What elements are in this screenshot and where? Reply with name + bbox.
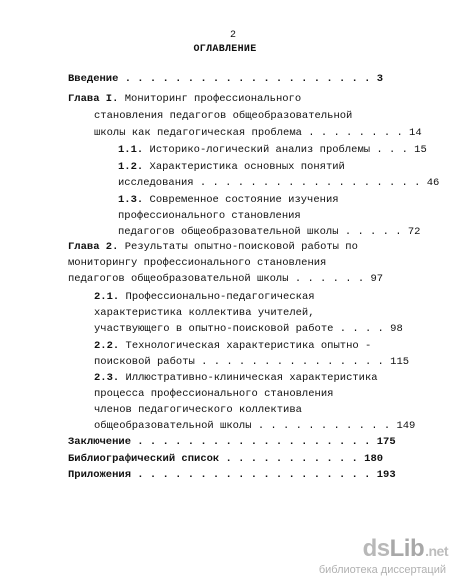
toc-entry: 1.3. Современное состояние изучения (118, 194, 339, 206)
toc-entry: поисковой работы . . . . . . . . . . . . . . . 115 (94, 356, 410, 368)
toc-entry: школы как педагогическая проблема . . . . . . . . 14 (94, 127, 422, 139)
toc-entry: мониторингу профессионального становления (68, 257, 327, 269)
toc-entry: процесса профессионального становления (94, 388, 334, 400)
toc-entry: Заключение . . . . . . . . . . . . . . . . . . . 175 (68, 436, 396, 448)
toc-entry: членов педагогического коллектива (94, 404, 302, 416)
dslib-logo: dsLib.net (362, 535, 448, 562)
toc-entry: Введение . . . . . . . . . . . . . . . . . . . . 3 (68, 73, 384, 85)
watermark-logo (318, 535, 448, 577)
toc-entry: Библиографический список . . . . . . . . . . . 180 (68, 453, 384, 465)
watermark-subtitle: библиотека диссертаций (318, 564, 446, 576)
toc-entry: педагогов общеобразовательной школы . . . . . 72 (118, 226, 421, 238)
toc-entry: Глава 2. Результаты опытно-поисковой работы по (68, 241, 358, 253)
toc-entry: 2.3. Иллюстративно-клиническая характеристика (94, 372, 378, 384)
toc-entry: 2.2. Технологическая характеристика опытно - (94, 340, 372, 352)
toc-entry: участвующего в опытно-поисковой работе . . . . 98 (94, 323, 403, 335)
toc-entry: становления педагогов общеобразовательной (94, 110, 353, 122)
page-number: 2 (230, 30, 237, 41)
toc-entry: 2.1. Профессионально-педагогическая (94, 291, 315, 303)
toc-entry: характеристика коллектива учителей, (94, 307, 315, 319)
page-title: ОГЛАВЛЕНИЕ (193, 44, 257, 55)
toc-entry: профессионального становления (118, 210, 301, 222)
toc-entry: 1.1. Историко-логический анализ проблемы . . . 15 (118, 144, 427, 156)
toc-entry: Приложения . . . . . . . . . . . . . . . . . . . 193 (68, 469, 396, 481)
toc-entry: Глава I. Мониторинг профессионального (68, 93, 302, 105)
toc-entry: 1.2. Характеристика основных понятий (118, 161, 345, 173)
toc-entry: педагогов общеобразовательной школы . . . . . . 97 (68, 273, 384, 285)
toc-entry: исследования . . . . . . . . . . . . . . . . . . 46 (118, 177, 440, 189)
toc-entry: общеобразовательной школы . . . . . . . . . . . 149 (94, 420, 416, 432)
